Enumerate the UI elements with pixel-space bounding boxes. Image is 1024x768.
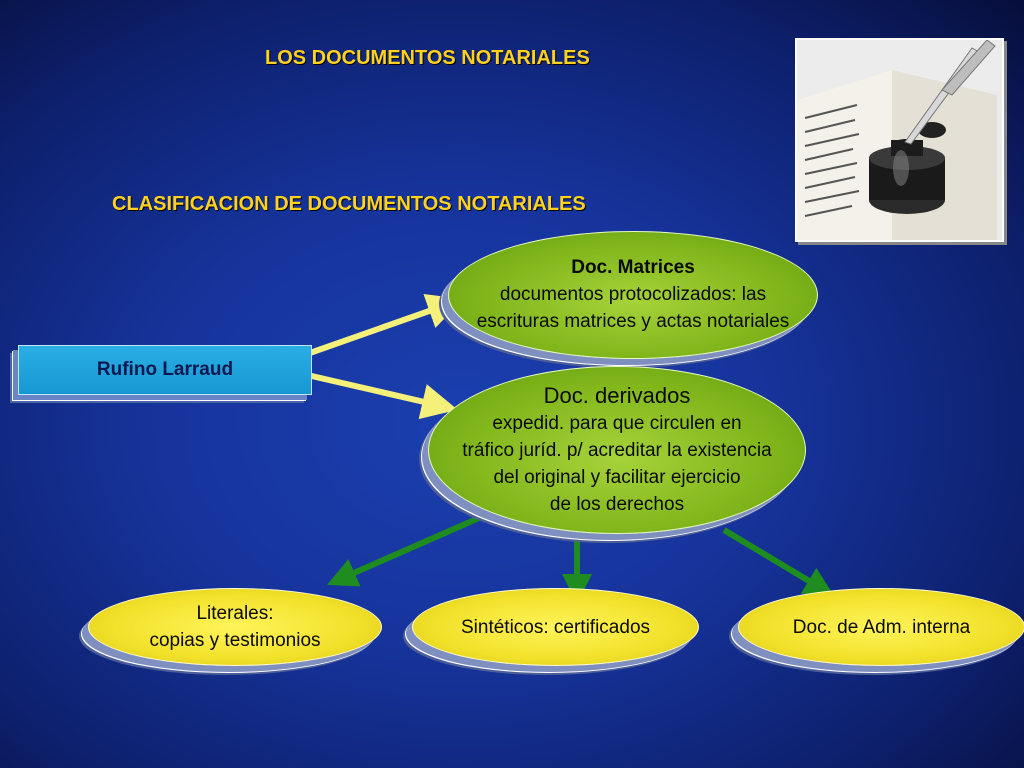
sinteticos-label: Sintéticos: certificados (460, 616, 651, 638)
adm-interna-node (738, 588, 1024, 666)
author-node (18, 345, 312, 395)
slide-title: LOS DOCUMENTOS NOTARIALES (265, 47, 590, 69)
arrow-to-adm (724, 530, 824, 590)
doc-matrices-description: documentos protocolizados: las escrituras matrices y actas notariales (476, 284, 790, 332)
arrow-to-derivados (290, 371, 446, 407)
adm-interna-label: Doc. de Adm. interna (792, 616, 971, 638)
literales-line-2: copias y testimonios (149, 630, 321, 651)
doc-derivados-line-2: tráfico juríd. p/ acreditar la existencia (462, 440, 772, 461)
doc-derivados-line-4: de los derechos (549, 494, 685, 515)
doc-matrices-heading: Doc. Matrices (571, 257, 695, 278)
literales-node (88, 588, 382, 666)
literales-line-1: Literales: (196, 603, 274, 624)
doc-derivados-node (428, 366, 806, 534)
author-label: Rufino Larraud (96, 359, 234, 380)
doc-derivados-line-1: expedid. para que circulen en (492, 413, 742, 434)
sinteticos-node (412, 588, 699, 666)
slide-subtitle: CLASIFICACION DE DOCUMENTOS NOTARIALES (112, 193, 586, 215)
arrow-to-matrices (290, 303, 452, 360)
doc-matrices-node (448, 231, 818, 359)
doc-derivados-heading: Doc. derivados (543, 383, 691, 408)
doc-derivados-line-3: del original y facilitar ejercicio (493, 467, 741, 488)
arrow-to-literales (338, 514, 488, 580)
